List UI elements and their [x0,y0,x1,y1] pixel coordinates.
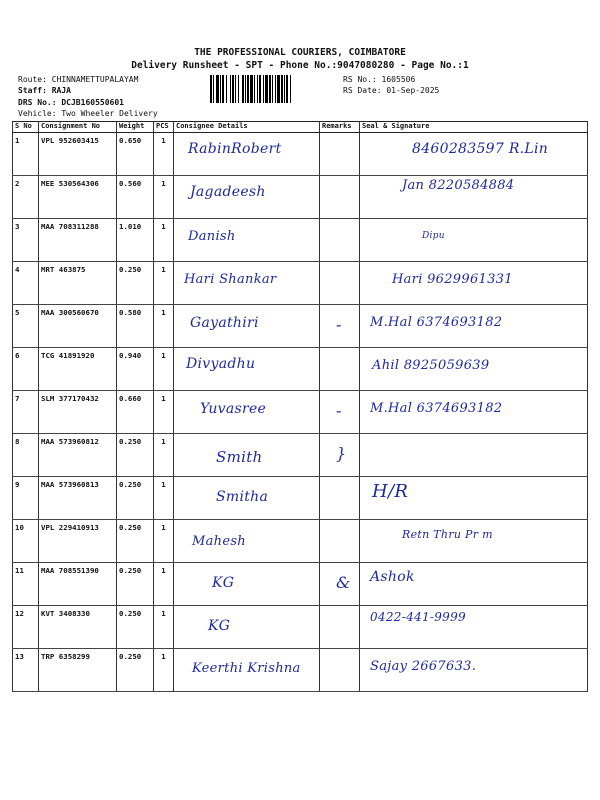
staff-line [18,86,71,95]
row-sno: 9 [13,477,39,520]
table-header-row [13,122,588,133]
table-row [13,649,588,692]
remarks-handwriting-cell [320,477,360,520]
row-pcs: 1 [154,176,174,219]
signature-handwriting-cell [360,606,588,649]
row-sno: 13 [13,649,39,692]
rs-no-value: 1605506 [381,75,416,84]
drs-value: DCJB160550601 [61,98,124,107]
company-title: THE PROFESSIONAL COURIERS, COIMBATORE [194,47,406,58]
runsheet-rows [13,133,588,692]
row-weight: 0.250 [117,563,154,606]
row-consignment-no: VPL 229410913 [39,520,117,563]
table-row [13,305,588,348]
row-consignment-no: TCG 41891920 [39,348,117,391]
consignee-handwriting-cell [174,649,320,692]
row-consignment-no: MEE 530564306 [39,176,117,219]
row-sno: 4 [13,262,39,305]
consignee-handwriting-cell [174,477,320,520]
consignee-handwriting: RabinRobert [188,141,282,157]
row-pcs: 1 [154,262,174,305]
signature-handwriting: 0422-441-9999 [370,610,466,624]
signature-handwriting-cell [360,262,588,305]
table-row [13,477,588,520]
consignee-handwriting: Smitha [216,489,269,505]
table-row [13,391,588,434]
drs-label: DRS No.: [18,98,57,107]
row-pcs: 1 [154,305,174,348]
consignee-handwriting: Keerthi Krishna [192,661,301,676]
row-consignment-no: VPL 952603415 [39,133,117,176]
signature-handwriting: Jan 8220584884 [402,178,515,193]
row-weight: 0.250 [117,434,154,477]
signature-handwriting: Retn Thru Pr m [402,528,493,541]
consignee-handwriting: Danish [188,229,236,244]
signature-handwriting: Ashok [370,569,415,585]
row-sno: 7 [13,391,39,434]
col-header-remarks: Remarks [320,122,360,133]
remarks-handwriting-cell [320,305,360,348]
remarks-handwriting-cell [320,563,360,606]
runsheet-table [12,121,588,692]
row-consignment-no: MAA 573960813 [39,477,117,520]
col-header-seal: Seal & Signature [360,122,588,133]
signature-handwriting: M.Hal 6374693182 [370,401,503,416]
remarks-handwriting-cell [320,391,360,434]
consignee-handwriting-cell [174,305,320,348]
signature-handwriting-cell [360,176,588,219]
signature-handwriting-cell [360,649,588,692]
remarks-handwriting-cell [320,348,360,391]
signature-handwriting: Ahil 8925059639 [372,358,490,373]
consignee-handwriting-cell [174,391,320,434]
row-pcs: 1 [154,434,174,477]
row-weight: 0.940 [117,348,154,391]
row-weight: 0.560 [117,176,154,219]
vehicle-value: Two Wheeler Delivery [61,109,158,118]
col-header-weight: Weight [117,122,154,133]
row-sno: 12 [13,606,39,649]
row-consignment-no: SLM 377170432 [39,391,117,434]
row-weight: 0.660 [117,391,154,434]
drs-line [18,98,124,107]
signature-handwriting-cell [360,563,588,606]
consignee-handwriting: Jagadeesh [190,184,266,200]
row-weight: 0.580 [117,305,154,348]
consignee-handwriting-cell [174,133,320,176]
row-pcs: 1 [154,606,174,649]
row-sno: 1 [13,133,39,176]
row-pcs: 1 [154,219,174,262]
row-weight: 0.250 [117,649,154,692]
signature-handwriting-cell [360,348,588,391]
route-line [18,75,138,84]
rs-no-line [343,75,415,84]
consignee-handwriting-cell [174,563,320,606]
col-header-consignee: Consignee Details [174,122,320,133]
table-row [13,133,588,176]
row-consignment-no: MAA 708311288 [39,219,117,262]
table-row [13,434,588,477]
route-value: CHINNAMETTUPALAYAM [51,75,139,84]
staff-label: Staff: [18,86,47,95]
row-pcs: 1 [154,391,174,434]
row-pcs: 1 [154,133,174,176]
row-consignment-no: MRT 463875 [39,262,117,305]
row-pcs: 1 [154,520,174,563]
vehicle-line [18,109,158,118]
staff-value: RAJA [51,86,71,95]
consignee-handwriting: Yuvasree [200,401,267,417]
signature-handwriting: Hari 9629961331 [392,272,513,287]
rs-date-value: 01-Sep-2025 [386,86,440,95]
row-pcs: 1 [154,348,174,391]
barcode-image [210,75,336,103]
table-row [13,606,588,649]
row-weight: 1.010 [117,219,154,262]
remarks-handwriting-cell [320,219,360,262]
rs-date-line [343,86,439,95]
table-row [13,520,588,563]
consignee-handwriting: KG [212,575,235,591]
remarks-handwriting-cell [320,520,360,563]
remarks-handwriting: - [336,401,342,420]
row-weight: 0.250 [117,520,154,563]
consignee-handwriting-cell [174,606,320,649]
signature-handwriting-cell [360,520,588,563]
row-pcs: 1 [154,563,174,606]
row-weight: 0.250 [117,262,154,305]
table-row [13,176,588,219]
remarks-handwriting: } [336,444,347,463]
col-header-sno: S No [13,122,39,133]
consignee-handwriting-cell [174,348,320,391]
consignee-handwriting-cell [174,219,320,262]
route-label: Route: [18,75,47,84]
row-sno: 8 [13,434,39,477]
row-sno: 3 [13,219,39,262]
rs-no-label: RS No.: [343,75,377,84]
consignee-handwriting: Smith [216,448,263,466]
signature-handwriting: 8460283597 R.Lin [412,141,549,157]
table-row [13,563,588,606]
remarks-handwriting-cell [320,649,360,692]
row-sno: 10 [13,520,39,563]
remarks-handwriting-cell [320,176,360,219]
signature-handwriting: Dipu [422,231,445,241]
row-consignment-no: KVT 3408330 [39,606,117,649]
row-sno: 6 [13,348,39,391]
consignee-handwriting-cell [174,434,320,477]
row-consignment-no: MAA 708551390 [39,563,117,606]
row-pcs: 1 [154,649,174,692]
signature-handwriting-cell [360,133,588,176]
row-weight: 0.250 [117,477,154,520]
row-pcs: 1 [154,477,174,520]
signature-handwriting-cell [360,391,588,434]
row-sno: 2 [13,176,39,219]
row-sno: 5 [13,305,39,348]
signature-handwriting-cell [360,477,588,520]
signature-handwriting-cell [360,219,588,262]
row-sno: 11 [13,563,39,606]
consignee-handwriting-cell [174,262,320,305]
signature-handwriting-cell [360,305,588,348]
signature-handwriting-cell [360,434,588,477]
consignee-handwriting: Gayathiri [190,315,259,331]
row-consignment-no: MAA 573960812 [39,434,117,477]
remarks-handwriting: - [336,315,342,334]
row-weight: 0.250 [117,606,154,649]
consignee-handwriting-cell [174,176,320,219]
table-row [13,219,588,262]
row-weight: 0.650 [117,133,154,176]
signature-handwriting: H/R [372,481,409,502]
consignee-handwriting-cell [174,520,320,563]
row-consignment-no: TRP 6358299 [39,649,117,692]
remarks-handwriting-cell [320,606,360,649]
remarks-handwriting-cell [320,262,360,305]
vehicle-label: Vehicle: [18,109,57,118]
signature-handwriting: Sajay 2667633. [370,659,477,674]
consignee-handwriting: Mahesh [192,534,246,549]
consignee-handwriting: Hari Shankar [184,272,277,287]
table-row [13,262,588,305]
col-header-pcs: PCS [154,122,174,133]
signature-handwriting: M.Hal 6374693182 [370,315,503,330]
rs-date-label: RS Date: [343,86,382,95]
table-row [13,348,588,391]
remarks-handwriting-cell [320,434,360,477]
consignee-handwriting: KG [208,618,231,634]
col-header-consignment: Consignment No [39,122,117,133]
remarks-handwriting-cell [320,133,360,176]
row-consignment-no: MAA 300560670 [39,305,117,348]
remarks-handwriting: & [336,573,351,592]
consignee-handwriting: Divyadhu [186,356,256,372]
runsheet-subtitle: Delivery Runsheet - SPT - Phone No.:9047080280 - Page No.:1 [131,60,469,71]
